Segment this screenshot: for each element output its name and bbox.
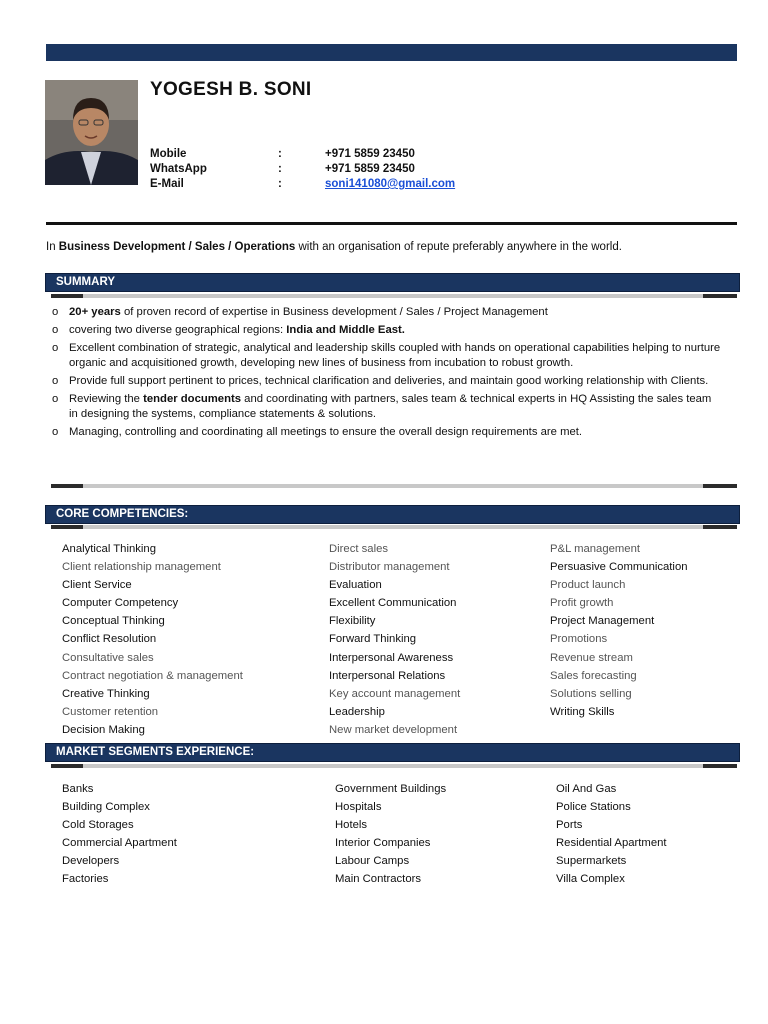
competency-item: Decision Making bbox=[62, 723, 145, 736]
competency-item: Evaluation bbox=[329, 579, 382, 592]
competency-item: Interpersonal Relations bbox=[329, 669, 446, 682]
email-link[interactable]: soni141080@gmail.com bbox=[325, 178, 456, 190]
competency-item: New market development bbox=[329, 723, 458, 736]
contact-label: Mobile bbox=[150, 148, 187, 160]
candidate-name: YOGESH B. SONI bbox=[150, 79, 312, 100]
summary-text: tender documents bbox=[143, 393, 242, 405]
summary-list bbox=[51, 305, 721, 443]
contact-whatsapp bbox=[150, 162, 480, 177]
segments-column bbox=[335, 780, 446, 889]
segment-item: Labour Camps bbox=[335, 855, 410, 868]
competency-item: Writing Skills bbox=[550, 705, 615, 718]
bullet-icon: o bbox=[52, 426, 59, 438]
bullet-icon: o bbox=[52, 324, 59, 336]
competency-item: Flexibility bbox=[329, 615, 376, 628]
competency-item: Customer retention bbox=[62, 705, 159, 718]
summary-text: India and Middle East. bbox=[286, 324, 405, 336]
bullet-icon: o bbox=[52, 375, 59, 387]
contact-label: WhatsApp bbox=[150, 163, 207, 175]
competency-item: Key account management bbox=[329, 687, 461, 700]
competencies-column bbox=[550, 540, 688, 721]
contact-label: E-Mail bbox=[150, 178, 184, 190]
segment-item: Commercial Apartment bbox=[62, 837, 177, 850]
summary-text: Excellent combination of strategic, analytical and leadership skills coupled with hands on operational capabilities helping to nurture organic and acquisitioned growth, developing new lines of business from incubation to robust growth. bbox=[69, 342, 721, 369]
competency-item: Product launch bbox=[550, 579, 626, 592]
segment-item: Factories bbox=[62, 873, 109, 886]
summary-text: covering two diverse geographical regions: bbox=[69, 324, 287, 336]
header-divider bbox=[46, 222, 737, 225]
bullet-icon: o bbox=[52, 393, 59, 405]
competency-item: Contract negotiation & management bbox=[62, 669, 243, 682]
competency-item: Forward Thinking bbox=[329, 633, 417, 646]
profile-photo bbox=[45, 80, 138, 185]
segment-item: Hotels bbox=[335, 819, 368, 832]
segment-item: Building Complex bbox=[62, 801, 150, 814]
segments-header: MARKET SEGMENTS EXPERIENCE: bbox=[45, 743, 740, 762]
competency-item: Client relationship management bbox=[62, 561, 221, 574]
competency-item: Promotions bbox=[550, 633, 608, 646]
segment-item: Main Contractors bbox=[335, 873, 422, 886]
objective-suffix: with an organisation of repute preferably anywhere in the world. bbox=[295, 241, 622, 253]
competency-item: Distributor management bbox=[329, 561, 450, 574]
segment-item: Villa Complex bbox=[556, 873, 625, 886]
section-rule bbox=[51, 525, 737, 529]
competencies-header: CORE COMPETENCIES: bbox=[45, 505, 740, 524]
summary-text: Provide full support pertinent to prices, technical clarification and deliveries, and maintain good working relationship with Clients. bbox=[69, 375, 709, 387]
summary-item bbox=[51, 305, 721, 320]
competency-item: Persuasive Communication bbox=[550, 561, 688, 574]
contact-value: +971 5859 23450 bbox=[325, 148, 415, 160]
bullet-icon: o bbox=[52, 342, 59, 354]
contact-separator: : bbox=[278, 163, 282, 175]
segment-item: Cold Storages bbox=[62, 819, 134, 832]
competency-item: Solutions selling bbox=[550, 687, 632, 700]
contact-separator: : bbox=[278, 148, 282, 160]
competency-item: Revenue stream bbox=[550, 651, 633, 664]
summary-item bbox=[51, 425, 721, 440]
competency-item: Client Service bbox=[62, 579, 132, 592]
contact-value: +971 5859 23450 bbox=[325, 163, 415, 175]
summary-item bbox=[51, 392, 721, 422]
contact-mobile bbox=[150, 147, 480, 162]
segment-item: Hospitals bbox=[335, 801, 382, 814]
section-rule bbox=[51, 764, 737, 768]
competency-item: Conceptual Thinking bbox=[62, 615, 165, 628]
competency-item: Conflict Resolution bbox=[62, 633, 157, 646]
competency-item: Consultative sales bbox=[62, 651, 154, 664]
competency-item: Profit growth bbox=[550, 597, 614, 610]
competency-item: Project Management bbox=[550, 615, 655, 628]
segment-item: Oil And Gas bbox=[556, 783, 617, 795]
competencies-column bbox=[62, 540, 243, 739]
segments-column bbox=[62, 780, 177, 889]
competency-item: Creative Thinking bbox=[62, 687, 150, 700]
segment-item: Interior Companies bbox=[335, 837, 431, 850]
segment-item: Banks bbox=[62, 783, 94, 795]
segment-item: Developers bbox=[62, 855, 120, 868]
summary-item bbox=[51, 323, 721, 338]
summary-text: Reviewing the bbox=[69, 393, 144, 405]
section-rule bbox=[51, 294, 737, 298]
segment-item: Government Buildings bbox=[335, 783, 447, 795]
competency-item: Computer Competency bbox=[62, 597, 179, 610]
header-banner bbox=[46, 44, 737, 61]
competency-item: Sales forecasting bbox=[550, 669, 637, 682]
competency-item: P&L management bbox=[550, 543, 641, 555]
competency-item: Interpersonal Awareness bbox=[329, 651, 454, 664]
competency-item: Excellent Communication bbox=[329, 597, 457, 610]
segment-item: Residential Apartment bbox=[556, 837, 667, 850]
competencies-column bbox=[329, 540, 460, 739]
summary-text: of proven record of expertise in Business development / Sales / Project Management bbox=[120, 306, 548, 318]
section-rule bbox=[51, 484, 737, 488]
objective-focus: Business Development / Sales / Operations bbox=[58, 241, 296, 253]
objective-prefix: In bbox=[46, 241, 59, 253]
contact-email bbox=[150, 177, 480, 192]
summary-item bbox=[51, 374, 721, 389]
bullet-icon: o bbox=[52, 306, 59, 318]
segments-column bbox=[556, 780, 667, 889]
contact-block bbox=[150, 147, 480, 192]
segment-item: Police Stations bbox=[556, 801, 631, 814]
competency-item: Analytical Thinking bbox=[62, 543, 156, 555]
summary-text: Managing, controlling and coordinating all meetings to ensure the overall design requirements are met. bbox=[69, 426, 583, 438]
summary-header: SUMMARY bbox=[45, 273, 740, 292]
segment-item: Ports bbox=[556, 819, 583, 832]
summary-item bbox=[51, 341, 721, 371]
summary-text: and coordinating with partners, sales team & technical experts in HQ Assisting the sales team in designing the systems, compliance statements & solutions. bbox=[69, 393, 712, 420]
competency-item: Direct sales bbox=[329, 543, 389, 555]
objective-statement bbox=[46, 241, 622, 253]
summary-text: 20+ years bbox=[69, 306, 121, 318]
competency-item: Leadership bbox=[329, 705, 385, 718]
contact-separator: : bbox=[278, 178, 282, 190]
segment-item: Supermarkets bbox=[556, 855, 627, 868]
